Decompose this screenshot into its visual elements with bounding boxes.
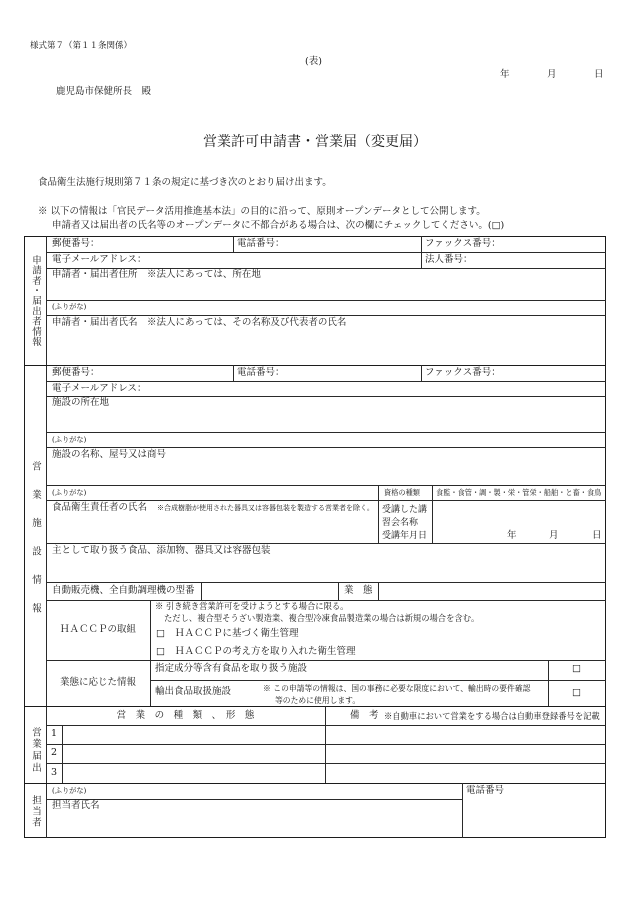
facility-name-label: 施設の名称、屋号又は商号	[52, 449, 167, 460]
course-label-line: 受講年月日	[382, 531, 428, 541]
divider	[46, 543, 606, 544]
remarks-header: 備 考	[350, 710, 379, 721]
divider	[462, 783, 463, 838]
divider	[62, 725, 63, 783]
divider	[46, 236, 47, 838]
divider	[338, 582, 339, 600]
intro-text: 食品衛生法施行規則第７１条の規定に基づき次のとおり届け出ます。	[38, 177, 332, 188]
divider	[46, 447, 606, 448]
page-title: 営業許可申請書・営業届（変更届）	[203, 134, 427, 150]
divider	[46, 381, 606, 382]
addressee: 鹿児島市保健所長 殿	[56, 86, 152, 97]
divider	[46, 799, 462, 800]
applicant-fax-label: ファックス番号：	[425, 238, 501, 249]
haccp-option-checkbox[interactable]: □	[156, 646, 165, 657]
divider	[378, 485, 379, 543]
divider	[421, 365, 422, 381]
notification-section-label: 営業届出	[30, 727, 41, 775]
row-number: 2	[51, 747, 58, 758]
divider	[325, 706, 326, 783]
facility-phone-label: 電話番号：	[237, 367, 285, 378]
export-food-note-line1: ※ この申請等の情報は、国の事務に必要な限度において、輸出時の要件確認	[263, 684, 531, 693]
divider	[548, 660, 549, 706]
manager-furigana-label: (ふりがな)	[52, 488, 87, 497]
manager-note: ※合成樹脂が使用された器具又は容器包装を製造する営業者を除く。	[157, 504, 374, 512]
contact-name-label: 担当者氏名	[52, 800, 100, 811]
haccp-option-label: ＨＡＣＣＰに基づく衛生管理	[175, 628, 299, 639]
applicant-section-label: 申請者・届出者情報	[30, 255, 41, 347]
haccp-option-label: ＨＡＣＣＰの考え方を取り入れた衛生管理	[175, 646, 356, 657]
divider	[24, 783, 606, 784]
divider	[46, 315, 606, 316]
divider	[201, 582, 202, 600]
business-info-label: 業態に応じた情報	[59, 677, 136, 688]
open-data-notice-line2-wrap	[52, 221, 504, 231]
divider	[233, 236, 234, 252]
facility-location-label: 施設の所在地	[52, 397, 110, 408]
form-number: 様式第７（第１１条関係）	[30, 41, 133, 51]
contact-furigana-label: (ふりがな)	[52, 786, 87, 795]
haccp-label: ＨＡＣＣＰの取組	[59, 624, 136, 635]
contact-section-label: 担当者	[30, 795, 41, 828]
haccp-option-checkbox[interactable]: □	[156, 628, 165, 639]
main-products-label: 主として取り扱う食品、添加物、器具又は容器包装	[52, 545, 271, 556]
course-label-line: 受講した講	[382, 505, 428, 515]
divider	[24, 365, 606, 366]
divider	[46, 485, 606, 486]
divider	[46, 300, 606, 301]
open-data-notice-line2: 申請者又は届出者の氏名等のオープンデータに不都合がある場合は、次の欄にチェックしてください。	[52, 220, 488, 231]
row-number: 1	[51, 728, 58, 739]
facility-section-label: 営業施設情報	[30, 461, 41, 632]
divider	[150, 600, 151, 706]
row-number: 3	[51, 767, 58, 778]
course-label-line: 習会名称	[382, 518, 419, 528]
facility-postal-code-label: 郵便番号：	[52, 367, 100, 378]
course-date-day-label: 日	[592, 530, 602, 541]
course-date-month-label: 月	[549, 530, 559, 541]
applicant-email-label: 電子メールアドレス：	[52, 254, 147, 265]
export-food-checkbox[interactable]: □	[572, 687, 581, 698]
designated-ingredients-label: 指定成分等含有食品を取り扱う施設	[155, 663, 308, 674]
applicant-phone-label: 電話番号：	[237, 238, 285, 249]
open-data-opt-out-checkbox[interactable]: (□)	[487, 220, 505, 231]
date-day-label: 日	[594, 69, 604, 80]
remarks-note: ※自動車において営業をする場合は自動車登録番号を記載	[384, 711, 600, 721]
open-data-notice-line1: ※ 以下の情報は「官民データ活用推進基本法」の目的に沿って、原則オープンデータとして公開します。	[38, 206, 486, 217]
applicant-furigana-label: (ふりがな)	[52, 302, 87, 311]
applicant-postal-code-label: 郵便番号：	[52, 238, 100, 249]
divider	[421, 236, 422, 268]
applicant-name-label: 申請者・届出者氏名 ※法人にあっては、その名称及び代表者の氏名	[52, 317, 347, 328]
date-month-label: 月	[547, 69, 557, 80]
facility-fax-label: ファックス番号：	[425, 367, 501, 378]
divider	[46, 744, 606, 745]
divider	[46, 582, 606, 583]
business-style-label: 業 態	[344, 585, 373, 596]
haccp-note-line2: ただし、複合型そうざい製造業、複合型冷凍食品製造業の場合は新規の場合を含む。	[164, 613, 480, 623]
divider	[46, 252, 606, 253]
applicant-address-label: 申請者・届出者住所 ※法人にあっては、所在地	[52, 269, 261, 280]
contact-phone-label: 電話番号	[466, 785, 505, 796]
qualification-label: 資格の種類	[384, 488, 420, 497]
haccp-note-line1: ※ 引き続き営業許可を受けようとする場合に限る。	[155, 601, 349, 611]
manager-name-label: 食品衛生責任者の氏名	[52, 502, 148, 513]
export-food-note-line2: 等のために使用します。	[275, 696, 361, 705]
divider	[46, 763, 606, 764]
divider	[432, 485, 433, 543]
applicant-corporate-number-label: 法人番号：	[425, 254, 473, 265]
vending-model-label: 自動販売機、全自動調理機の型番	[52, 585, 195, 596]
designated-ingredients-checkbox[interactable]: □	[572, 663, 581, 674]
page-side-label: (表)	[305, 56, 322, 67]
course-date-year-label: 年	[507, 530, 517, 541]
divider	[46, 432, 606, 433]
divider	[46, 725, 606, 726]
date-year-label: 年	[500, 69, 510, 80]
divider	[46, 396, 606, 397]
facility-name-furigana-label: (ふりがな)	[52, 435, 87, 444]
business-type-header: 営 業 の 種 類 、 形 態	[116, 709, 255, 721]
divider	[233, 365, 234, 381]
divider	[378, 582, 379, 600]
divider	[150, 680, 606, 681]
qualification-options: 食監・食管・調・製・栄・管栄・船舶・と畜・食鳥	[436, 488, 602, 497]
divider	[46, 500, 606, 501]
export-food-label: 輸出食品取扱施設	[155, 686, 232, 697]
facility-email-label: 電子メールアドレス：	[52, 383, 147, 394]
